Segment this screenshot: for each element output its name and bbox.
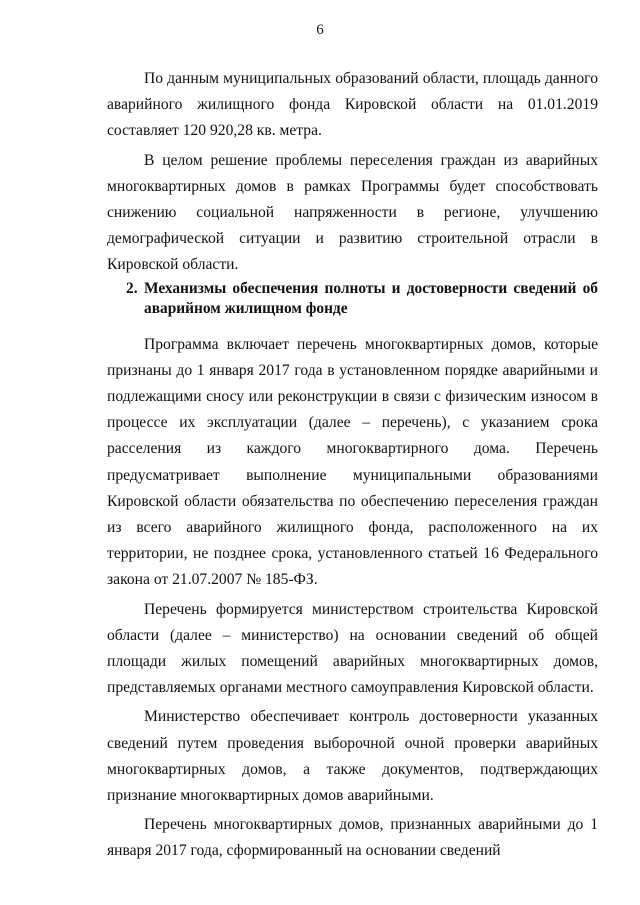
paragraph-ministry-control: Министерство обеспечивает контроль достоверности указанных сведений путем проведения выборочной очной проверки аварийных многоквартирных домов, а также документов, подтверждающих признание многоквартирных домов аварийными. bbox=[107, 708, 598, 805]
paragraph-area-stock: По данным муниципальных образований области, площадь данного аварийного жилищного фонда Кировской области на 01.01.2019 составляет 120 920,28 кв. метра. bbox=[107, 70, 598, 140]
paragraph-list-formation: Перечень формируется министерством строительства Кировской области (далее – министерство) на основании сведений об общей площади жилых помещений аварийных многоквартирных домов, представляемых органами местного самоуправления Кировской области. bbox=[107, 600, 598, 697]
section-number: 2. bbox=[126, 279, 138, 297]
section-heading bbox=[107, 279, 598, 319]
page-number: 6 bbox=[316, 22, 324, 38]
paragraph-program-goal: В целом решение проблемы переселения граждан из аварийных многоквартирных домов в рамках Программы будет способствовать снижению социальной напряженности в регионе, улучшению демографической ситуации и развитию строительной отрасли в Кировской области. bbox=[107, 151, 598, 274]
section-title: Механизмы обеспечения полноты и достоверности сведений об аварийном жилищном фонде bbox=[144, 279, 598, 317]
document-body bbox=[107, 66, 598, 865]
paragraph-program-list: Программа включает перечень многоквартирных домов, которые признаны до 1 января 2017 года в установленном порядке аварийными и подлежащими сносу или реконструкции в связи с физическим износом в процессе их эксплуатации (далее – перечень), с указанием срока расселения из каждого многоквартирного дома. Перечень предусматривает выполнение муниципальными образованиями Кировской области обязательства по обеспечению переселения граждан из всего аварийного жилищного фонда, расположенного на их территории, не позднее срока, установленного статьей 16 Федерального закона от 21.07.2007 № 185-ФЗ. bbox=[107, 335, 598, 589]
paragraph-list-continuation: Перечень многоквартирных домов, признанных аварийными до 1 января 2017 года, сформированный на основании сведений bbox=[107, 816, 598, 860]
